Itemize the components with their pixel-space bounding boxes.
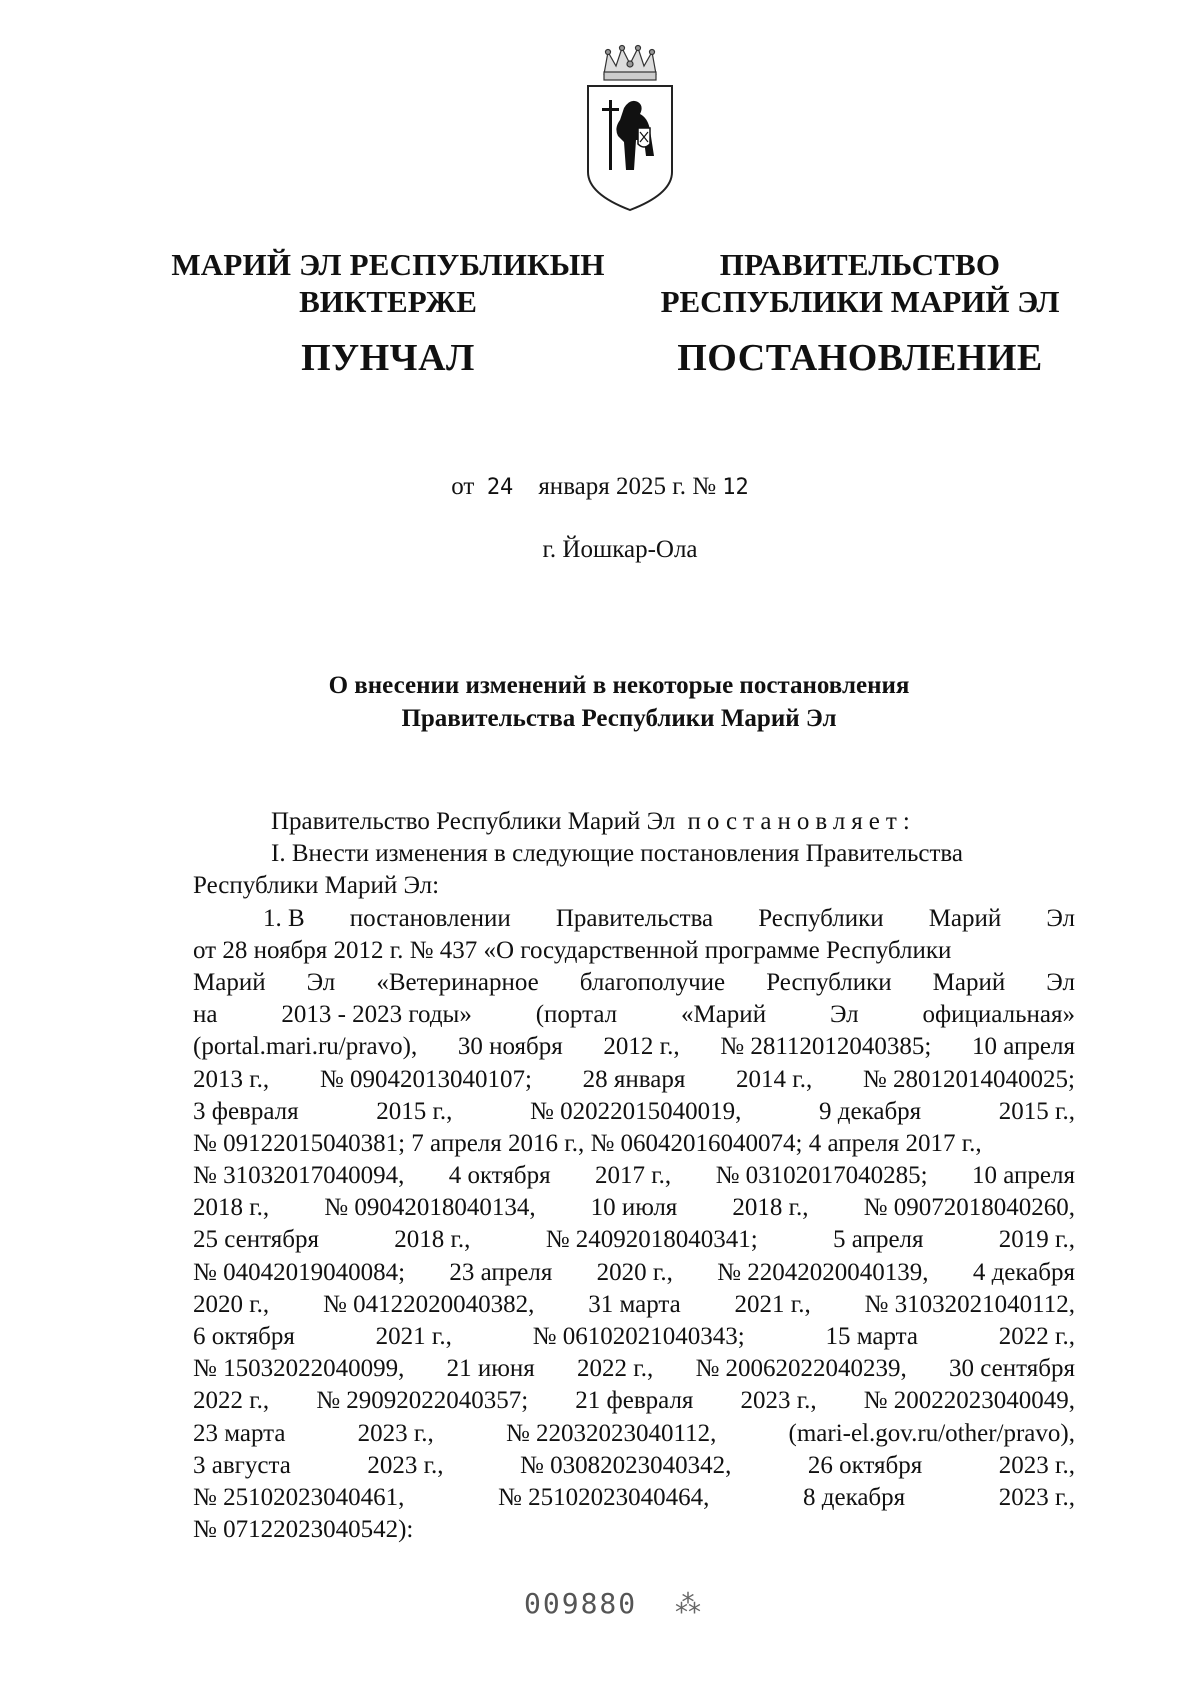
body-line	[193, 903, 1075, 935]
body-text-fragment: (mari-el.gov.ru/other/pravo),	[788, 1419, 1075, 1447]
body-text-fragment: 2017 г.,	[595, 1162, 672, 1190]
decree-body	[193, 806, 1075, 1546]
body-text-fragment: 21 июня	[446, 1355, 535, 1383]
body-text-fragment: 28 января	[582, 1065, 686, 1093]
body-text-fragment: Эл	[1046, 904, 1075, 932]
body-text-fragment: 26 октября	[807, 1451, 923, 1479]
body-line	[193, 1192, 1075, 1224]
body-text-fragment: № 31032017040094,	[193, 1162, 405, 1190]
body-text-fragment: № 09042013040107;	[319, 1065, 532, 1093]
body-text-fragment: 10 апреля	[972, 1033, 1075, 1061]
body-text-fragment: благополучие	[579, 968, 726, 996]
body-text-fragment: Эл	[306, 968, 336, 996]
subject-line-2: Правительства Республики Марий Эл	[401, 705, 837, 732]
body-text-fragment: Правительство Республики Марий Эл	[271, 808, 676, 835]
body-line	[193, 838, 1075, 870]
body-text-fragment: 23 апреля	[449, 1258, 553, 1286]
date-month-year: января 2025 г. №	[538, 473, 717, 500]
left-line-2: ВИКТЕРЖЕ	[299, 284, 477, 319]
body-text-fragment: 2023 г.,	[998, 1483, 1075, 1511]
body-text-fragment: № 04122020040382,	[323, 1290, 535, 1318]
body-text-fragment: 2018 г.,	[394, 1226, 471, 1254]
body-line	[193, 1353, 1075, 1385]
body-text-fragment: № 20062022040239,	[695, 1355, 907, 1383]
body-text-fragment: от 28 ноября 2012 г. № 437 «О государственной программе Республики	[193, 936, 952, 964]
body-text-fragment: № 09122015040381; 7 апреля 2016 г., № 06042016040074; 4 апреля 2017 г.,	[193, 1129, 982, 1157]
body-text-fragment: 2013 - 2023 годы»	[281, 1001, 472, 1029]
body-text-fragment: 2023 г.,	[740, 1387, 817, 1415]
body-text-fragment: 2014 г.,	[736, 1065, 813, 1093]
body-text-fragment: 2022 г.,	[577, 1355, 654, 1383]
body-text-fragment: 21 февраля	[575, 1387, 694, 1415]
body-text-fragment: 9 декабря	[819, 1097, 922, 1125]
body-text-fragment: № 09042018040134,	[324, 1194, 536, 1222]
body-text-fragment: Марий	[928, 904, 1002, 932]
body-text-fragment: № 22032023040112,	[505, 1419, 717, 1447]
body-text-fragment: № 03082023040342,	[520, 1451, 732, 1479]
body-text-fragment: (portal.mari.ru/pravo),	[193, 1033, 418, 1061]
body-text-fragment: № 03102017040285;	[715, 1162, 928, 1190]
body-text-fragment: 2015 г.,	[376, 1097, 453, 1125]
body-text-fragment: официальная»	[922, 1001, 1075, 1029]
body-text-fragment: Республики	[766, 968, 892, 996]
body-line	[193, 1418, 1075, 1450]
body-text-fragment: 10 апреля	[972, 1162, 1075, 1190]
body-text-fragment: 2018 г.,	[732, 1194, 809, 1222]
body-text-fragment: № 31032021040112,	[864, 1290, 1075, 1318]
body-line	[193, 1482, 1075, 1514]
body-text-fragment: № 15032022040099,	[193, 1355, 405, 1383]
body-text-fragment: 3 февраля	[193, 1097, 299, 1125]
body-line	[193, 1385, 1075, 1417]
body-text-fragment: 30 ноября	[457, 1033, 563, 1061]
body-text-fragment: 2023 г.,	[998, 1451, 1075, 1479]
decree-number: 12	[722, 475, 749, 500]
body-text-fragment: 1. В	[263, 904, 305, 932]
body-text-fragment: № 02022015040019,	[530, 1097, 742, 1125]
body-text-fragment: 6 октября	[193, 1323, 295, 1350]
body-text-fragment: № 28112012040385;	[720, 1033, 932, 1061]
body-text-fragment: 3 августа	[193, 1451, 291, 1479]
body-text-fragment: 2012 г.,	[603, 1033, 680, 1061]
right-line-2: РЕСПУБЛИКИ МАРИЙ ЭЛ	[660, 284, 1060, 319]
body-text-fragment: (портал	[535, 1001, 618, 1029]
body-text-fragment: Марий	[932, 968, 1006, 996]
body-text-fragment: 2015 г.,	[998, 1097, 1075, 1125]
body-text-fragment: 30 сентября	[949, 1355, 1075, 1383]
body-line	[193, 1224, 1075, 1256]
body-text-fragment: 2021 г.,	[375, 1323, 452, 1350]
body-line	[193, 1128, 1075, 1160]
body-line	[193, 1064, 1075, 1096]
body-text-fragment: 4 декабря	[972, 1258, 1075, 1286]
right-line-1: ПРАВИТЕЛЬСТВО	[719, 247, 1001, 282]
body-text-fragment: I. Внести изменения в следующие постановления Правительства	[271, 840, 963, 868]
body-text-fragment: 2023 г.,	[367, 1451, 444, 1479]
body-text-fragment: 2022 г.,	[998, 1323, 1075, 1350]
body-text-fragment: 2019 г.,	[998, 1226, 1075, 1254]
date-prefix: от	[451, 473, 475, 500]
body-line	[193, 999, 1075, 1031]
body-text-fragment: № 07122023040542):	[193, 1516, 414, 1544]
decree-word: постановляет:	[675, 808, 916, 835]
decree-date	[0, 473, 1200, 501]
body-text-fragment: 2020 г.,	[596, 1258, 673, 1286]
body-text-fragment: 15 марта	[825, 1323, 918, 1350]
body-text-fragment: 5 апреля	[833, 1226, 924, 1254]
body-text-fragment: 25 сентября	[193, 1226, 319, 1254]
body-line	[193, 967, 1075, 999]
body-text-fragment: № 22042020040139,	[717, 1258, 929, 1286]
subject-line-1: О внесении изменений в некоторые постановления	[328, 672, 910, 699]
body-line	[193, 1321, 1075, 1353]
body-text-fragment: 31 марта	[588, 1290, 681, 1318]
body-line	[193, 1514, 1075, 1546]
body-text-fragment: № 24092018040341;	[545, 1226, 758, 1254]
date-day: 24	[486, 475, 514, 500]
right-title: ПОСТАНОВЛЕНИЕ	[677, 337, 1043, 379]
body-text-fragment: Эл	[829, 1001, 859, 1029]
body-text-fragment: № 25102023040461,	[193, 1483, 405, 1511]
body-text-fragment: 2023 г.,	[357, 1419, 434, 1447]
body-text-fragment: 8 декабря	[803, 1483, 906, 1511]
body-line	[193, 1289, 1075, 1321]
city: г. Йошкар-Ола	[542, 536, 698, 563]
body-text-fragment: № 20022023040049,	[863, 1387, 1075, 1415]
left-title: ПУНЧАЛ	[301, 337, 475, 379]
body-text-fragment: № 09072018040260,	[863, 1194, 1075, 1222]
serial-number: 009880	[524, 1587, 638, 1620]
body-text-fragment: 10 июля	[590, 1194, 678, 1222]
header-left	[168, 246, 608, 382]
body-text-fragment: № 28012014040025;	[862, 1065, 1075, 1093]
body-text-fragment: «Марий	[680, 1001, 767, 1029]
body-text-fragment: Республики Марий Эл:	[193, 872, 440, 900]
body-text-fragment: на	[193, 1001, 218, 1029]
body-text-fragment: 2021 г.,	[734, 1290, 811, 1318]
body-text-fragment: «Ветеринарное	[376, 968, 539, 996]
body-line	[193, 1450, 1075, 1482]
body-text-fragment: Правительства	[555, 904, 714, 932]
body-line	[193, 870, 1075, 902]
decree-subject	[0, 669, 1200, 735]
body-text-fragment: Республики	[758, 904, 884, 932]
body-text-fragment: 2013 г.,	[193, 1065, 270, 1093]
body-line	[193, 806, 1075, 838]
body-text-fragment: 2018 г.,	[193, 1194, 270, 1222]
left-line-1: МАРИЙ ЭЛ РЕСПУБЛИКЫН	[171, 247, 605, 282]
body-text-fragment: Марий	[193, 968, 266, 996]
body-line	[193, 935, 1075, 967]
body-text-fragment: Эл	[1046, 968, 1075, 996]
body-text-fragment: № 04042019040084;	[193, 1258, 406, 1286]
body-line	[193, 1257, 1075, 1289]
body-line	[193, 1160, 1075, 1192]
body-text-fragment: № 29092022040357;	[316, 1387, 529, 1415]
body-line	[193, 1096, 1075, 1128]
body-text-fragment: 23 марта	[193, 1419, 286, 1447]
body-text-fragment: 2022 г.,	[193, 1387, 270, 1415]
body-text-fragment: постановлении	[349, 904, 511, 932]
body-line	[193, 1031, 1075, 1063]
body-text-fragment: № 25102023040464,	[498, 1483, 710, 1511]
coat-of-arms-icon	[584, 44, 676, 214]
body-text-fragment: 4 октября	[448, 1162, 551, 1190]
serial-mark: ⁂	[675, 1590, 701, 1620]
body-text-fragment: № 06102021040343;	[532, 1323, 745, 1350]
header-right	[640, 246, 1080, 382]
body-text-fragment: 2020 г.,	[193, 1290, 270, 1318]
